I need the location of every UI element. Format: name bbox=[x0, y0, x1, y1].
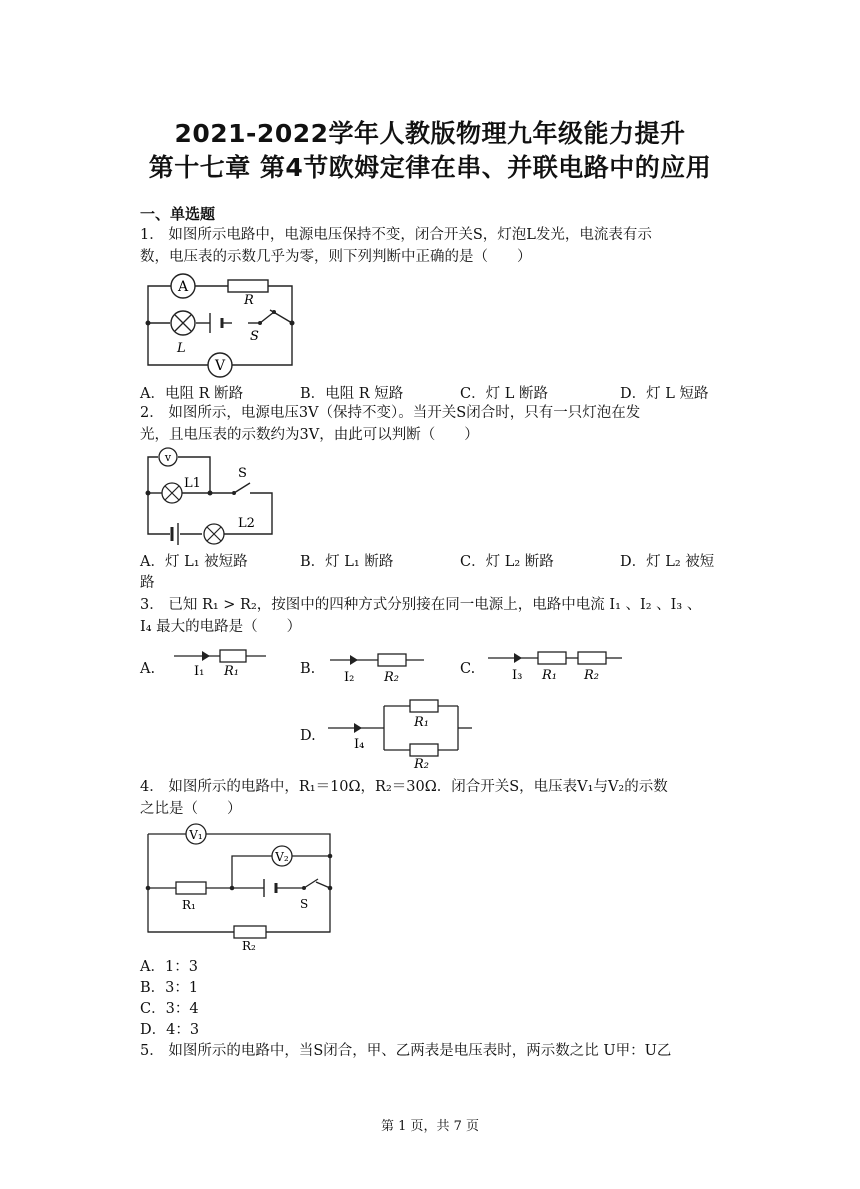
q3-text-line1: 3． 已知 R₁ > R₂，按图中的四种方式分别接在同一电源上，电路中电流 I₁ 、I₂ 、I₃ 、 bbox=[140, 597, 702, 613]
resistor-icon bbox=[410, 700, 438, 712]
q4-v1-icon bbox=[186, 824, 206, 844]
q1-circuit-diagram bbox=[140, 268, 300, 378]
q3-a-current-label: I₁ bbox=[194, 664, 205, 679]
q2-lamp1-label: L1 bbox=[184, 476, 201, 491]
q4-battery-icon bbox=[264, 879, 276, 897]
q1-option-c[interactable]: C．灯 L 断路 bbox=[460, 386, 548, 402]
q4-r2-label: R₂ bbox=[242, 939, 256, 952]
q3-option-a[interactable]: A. bbox=[140, 661, 156, 677]
q1-text-line1: 1． 如图所示电路中，电源电压保持不变，闭合开关S，灯泡L发光，电流表有示 bbox=[140, 227, 652, 243]
q2-battery-icon bbox=[172, 523, 178, 545]
q1-switch-icon bbox=[232, 310, 276, 344]
q1-lamp-icon bbox=[171, 311, 195, 356]
q4-option-c[interactable]: C．3：4 bbox=[140, 1001, 199, 1017]
doc-title-line2: 第十七章 第4节欧姆定律在串、并联电路中的应用 bbox=[148, 153, 712, 182]
q3-d-resistor2-label: R₂ bbox=[414, 757, 429, 772]
q4-r1-icon bbox=[176, 882, 206, 912]
q3-circuit-c bbox=[486, 646, 626, 686]
q2-option-a[interactable]: A．灯 L₁ 被短路 bbox=[140, 554, 248, 570]
resistor-icon bbox=[220, 650, 246, 662]
q3-c-current-label: I₃ bbox=[512, 668, 523, 683]
q2-option-d[interactable]: D．灯 L₂ 被短 bbox=[620, 554, 715, 570]
q1-battery-icon bbox=[210, 313, 222, 333]
q1-option-d[interactable]: D．灯 L 短路 bbox=[620, 386, 709, 402]
q5-text-line1: 5． 如图所示的电路中，当S闭合，甲、乙两表是电压表时，两示数之比 U甲：U乙 bbox=[140, 1043, 672, 1059]
q4-r2-icon bbox=[234, 926, 266, 952]
current-arrow-icon bbox=[202, 651, 210, 661]
q2-text-line2: 光，且电压表的示数约为3V，由此可以判断（ ） bbox=[140, 427, 479, 443]
q2-voltmeter-label: v bbox=[164, 451, 172, 464]
q2-option-b[interactable]: B．灯 L₁ 断路 bbox=[300, 554, 394, 570]
q4-text-line1: 4． 如图所示的电路中，R₁＝10Ω，R₂＝30Ω．闭合开关S，电压表V₁与V₂的示数 bbox=[140, 779, 668, 795]
q4-option-d[interactable]: D．4：3 bbox=[140, 1022, 200, 1038]
q1-voltmeter-label: V bbox=[214, 358, 226, 374]
q2-switch-icon bbox=[232, 466, 250, 495]
current-arrow-icon bbox=[354, 723, 362, 733]
q1-option-b[interactable]: B．电阻 R 短路 bbox=[300, 386, 404, 402]
resistor-icon bbox=[410, 744, 438, 756]
q2-lamp2-icon bbox=[204, 516, 255, 544]
q4-v2-icon bbox=[272, 846, 292, 866]
q1-ammeter-icon bbox=[171, 274, 195, 298]
q3-option-d[interactable]: D. bbox=[300, 728, 316, 744]
page-footer: 第 1 页，共 7 页 bbox=[380, 1119, 480, 1134]
q3-c-resistor2-label: R₂ bbox=[584, 668, 599, 683]
q3-b-current-label: I₂ bbox=[344, 670, 355, 685]
current-arrow-icon bbox=[514, 653, 522, 663]
q1-lamp-label: L bbox=[177, 341, 186, 356]
resistor-icon bbox=[578, 652, 606, 664]
q4-option-b[interactable]: B．3：1 bbox=[140, 980, 199, 996]
q3-c-resistor1-label: R₁ bbox=[542, 668, 557, 683]
q3-option-c[interactable]: C. bbox=[460, 661, 476, 677]
resistor-icon bbox=[538, 652, 566, 664]
q4-option-a[interactable]: A．1：3 bbox=[140, 959, 198, 975]
q3-text-line2: I₄ 最大的电路是（ ） bbox=[140, 619, 302, 635]
q2-circuit-diagram bbox=[140, 445, 285, 545]
resistor-icon bbox=[378, 654, 406, 666]
q1-switch-label: S bbox=[250, 329, 259, 344]
q4-circuit-diagram bbox=[140, 822, 340, 952]
q3-d-resistor1-label: R₁ bbox=[414, 715, 429, 730]
q3-d-current-label: I₄ bbox=[354, 737, 365, 752]
q2-lamp1-icon bbox=[162, 476, 201, 503]
q4-v1-label: V₁ bbox=[189, 828, 203, 842]
q2-option-c[interactable]: C．灯 L₂ 断路 bbox=[460, 554, 554, 570]
q4-v2-label: V₂ bbox=[275, 850, 289, 864]
q2-switch-label: S bbox=[238, 466, 247, 481]
doc-title-line1: 2021-2022学年人教版物理九年级能力提升 bbox=[174, 119, 686, 148]
q4-r1-label: R₁ bbox=[182, 898, 196, 912]
q1-option-a[interactable]: A．电阻 R 断路 bbox=[140, 386, 244, 402]
q3-option-b[interactable]: B. bbox=[300, 661, 316, 677]
q2-text-line1: 2． 如图所示，电源电压3V（保持不变）。当开关S闭合时，只有一只灯泡在发 bbox=[140, 405, 641, 421]
current-arrow-icon bbox=[350, 655, 358, 665]
q3-circuit-b bbox=[328, 648, 428, 686]
section-heading: 一、单选题 bbox=[140, 205, 216, 223]
q4-text-line2: 之比是（ ） bbox=[140, 801, 242, 817]
q1-voltmeter-icon bbox=[208, 353, 232, 377]
q2-lamp2-label: L2 bbox=[238, 516, 255, 531]
q1-ammeter-label: A bbox=[177, 279, 189, 295]
q2-option-d-wrap: 路 bbox=[140, 575, 155, 591]
q1-text-line2: 数，电压表的示数几乎为零，则下列判断中正确的是（ ） bbox=[140, 249, 532, 265]
q4-switch-icon bbox=[300, 879, 318, 911]
q1-resistor-label: R bbox=[244, 293, 254, 308]
q4-switch-label: S bbox=[300, 897, 309, 911]
q3-a-resistor-label: R₁ bbox=[224, 664, 239, 679]
q3-circuit-a bbox=[172, 646, 272, 680]
q1-resistor-icon bbox=[228, 280, 268, 308]
q3-circuit-d bbox=[326, 692, 476, 772]
q3-b-resistor-label: R₂ bbox=[384, 670, 399, 685]
q2-voltmeter-icon bbox=[159, 448, 177, 466]
